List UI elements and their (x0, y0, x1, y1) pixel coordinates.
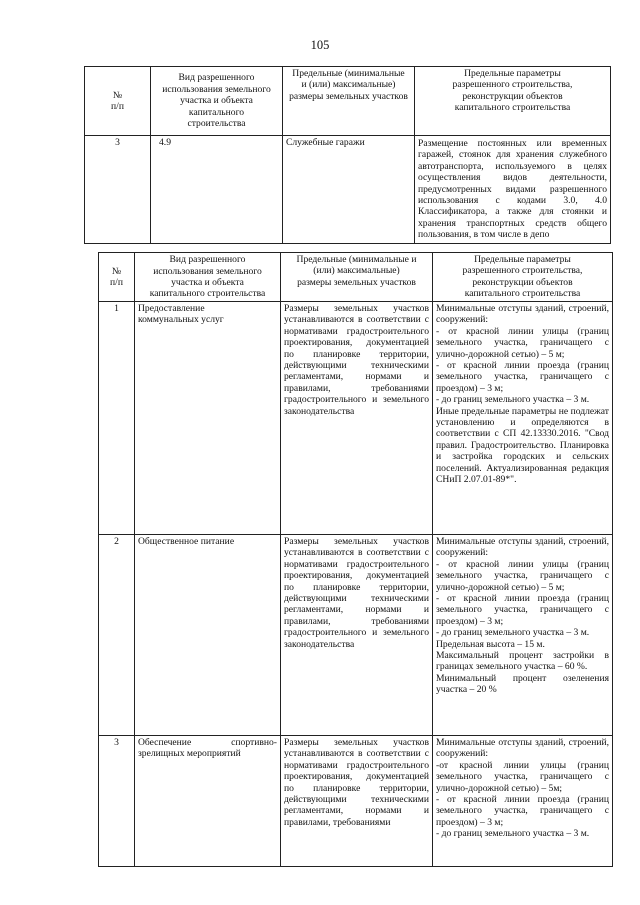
row-sizes: Размеры земельных участков устанавливаются в соответствии с нормативами градостроительного проектирования, документацией по планировке территории, действующими техническими регламентами, нормами и правилами, требованиями градостроительного и земельного законодательства (281, 302, 433, 535)
top-table (84, 66, 611, 244)
row-sizes: Размеры земельных участков устанавливаются в соответствии с нормативами градостроительного проектирования, документацией по планировке территории, действующими техническими регламентами, нормами и правилами, требованиями (281, 736, 433, 867)
top-table-header (85, 67, 611, 136)
row-num: 2 (99, 535, 135, 736)
row-description (415, 136, 611, 244)
header-params: Предельные параметры разрешенного строительства, реконструкции объектов капитального строительства (433, 253, 613, 302)
header-sizes: Предельные (минимальные и (или) максимальные) размеры земельных участков (281, 253, 433, 302)
row-description-text: Размещение постоянных или временных гаражей, стоянок для хранения служебного автотранспорта, используемого в целях осуществления видов деятельности, предусмотренных видами разрешенного использования с кодами 3.0, 4.0 Классификатора, а также для стоянки и хранения транспортных средств общего пользования, в том числе в депо (418, 138, 607, 241)
param-line: Максимальный процент застройки в границах земельного участка – 60 %. (436, 650, 609, 673)
header-num: № п/п (99, 253, 135, 302)
table-row (99, 535, 613, 736)
table-row (99, 736, 613, 867)
row-sizes: Размеры земельных участков устанавливаются в соответствии с нормативами градостроительного проектирования, документацией по планировке территории, действующими техническими регламентами, нормами и правилами, требованиями градостроительного и земельного законодательства (281, 535, 433, 736)
row-name: Служебные гаражи (283, 136, 415, 244)
row-num: 3 (85, 136, 151, 244)
row-code: 4.9 (151, 136, 283, 244)
header-params: Предельные параметры разрешенного строительства, реконструкции объектов капитального строительства (415, 67, 611, 136)
param-line: - от красной линии проезда (границ земельного участка, граничащего с проездом) – 3 м; (436, 794, 609, 828)
row-type: Обеспечение спортивно-зрелищных мероприятий (135, 736, 281, 867)
param-line: - от красной линии проезда (границ земельного участка, граничащего с проездом) – 3 м; (436, 360, 609, 394)
param-line: - до границ земельного участка – 3 м. (436, 828, 590, 840)
page-number: 105 (310, 38, 330, 52)
header-type: Вид разрешенного использования земельного участка и объекта капитального строительства (151, 67, 283, 136)
row-num: 3 (99, 736, 135, 867)
param-line: Минимальные отступы зданий, строений, сооружений: (436, 303, 609, 326)
row-params (433, 736, 613, 867)
param-line: - до границ земельного участка – 3 м. (436, 627, 590, 639)
param-line: Предельная высота – 15 м. (436, 638, 545, 650)
main-table-header (99, 253, 613, 302)
row-num: 1 (99, 302, 135, 535)
row-params (433, 535, 613, 736)
main-table (98, 252, 613, 867)
param-line: - от красной линии улицы (границ земельного участка, граничащего с улично-дорожной сетью) – 5 м; (436, 325, 609, 360)
row-type: Предоставление коммунальных услуг (135, 302, 281, 535)
header-type: Вид разрешенного использования земельного участка и объекта капитального строительства (135, 253, 281, 302)
param-line: Минимальный процент озеленения участка – 20 % (436, 672, 609, 696)
param-line: - от красной линии улицы (границ земельного участка, граничащего с улично-дорожной сетью) – 5 м; (436, 558, 609, 593)
param-line: Минимальные отступы зданий, строений, сооружений: (436, 536, 609, 559)
param-line: Минимальные отступы зданий, строений, сооружений: (436, 737, 609, 760)
param-line: Иные предельные параметры не подлежат установлению и определяются в соответствии с СП 42.13330.2016. "Свод правил. Градостроительство. Планировка и застройка городских и сельских поселений. Актуализированная редакция СНиП 2.07.01-89*". (436, 405, 609, 486)
header-sizes: Предельные (минимальные и (или) максимальные) размеры земельных участков (283, 67, 415, 136)
row-type: Общественное питание (135, 535, 281, 736)
param-line: - от красной линии проезда (границ земельного участка, граничащего с проездом) – 3 м; (436, 593, 609, 627)
row-params (433, 302, 613, 535)
param-line: - до границ земельного участка – 3 м. (436, 394, 590, 406)
table-row (99, 302, 613, 535)
param-line: -от красной линии улицы (границ земельного участка, граничащего с улично-дорожной сетью) – 5м; (436, 759, 609, 794)
table-row (85, 136, 611, 244)
header-num: № п/п (85, 67, 151, 136)
